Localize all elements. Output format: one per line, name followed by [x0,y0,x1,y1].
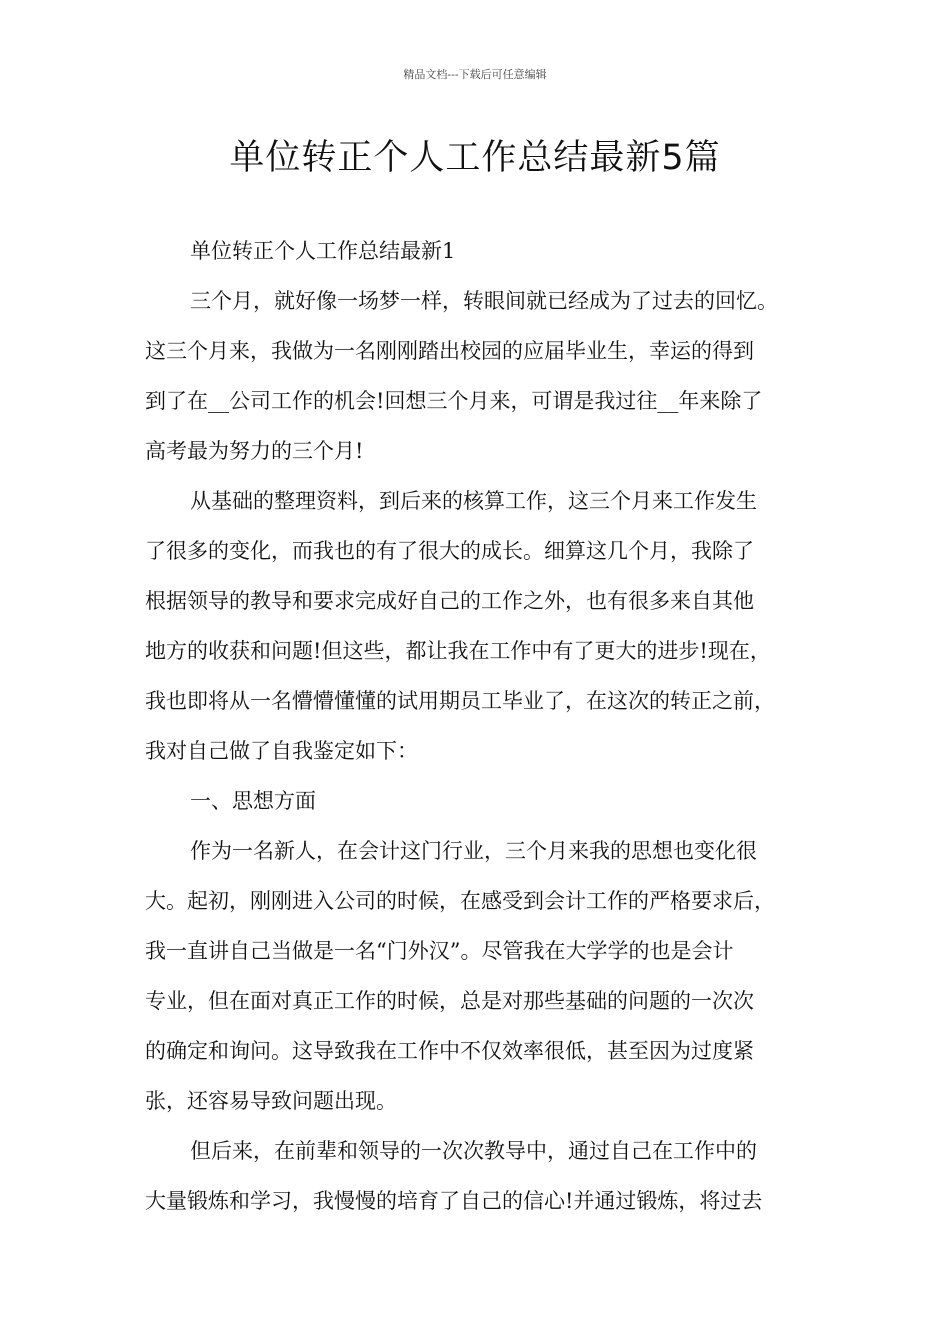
paragraph-line: 作为一名新人，在会计这门行业，三个月来我的思想也变化很 [190,839,757,863]
paragraph-line: 大量锻炼和学习，我慢慢的培育了自己的信心!并通过锻炼，将过去 [145,1189,763,1213]
paragraph-line: 张，还容易导致问题出现。 [145,1089,397,1113]
paragraph-line: 专业，但在面对真正工作的时候，总是对那些基础的问题的一次次 [145,989,754,1013]
header-note: 精品文档---下载后可任意编辑 [403,68,547,81]
paragraph-line: 根据领导的教导和要求完成好自己的工作之外，也有很多来自其他 [145,589,754,613]
paragraph-line: 大。起初，刚刚进入公司的时候，在感受到会计工作的严格要求后， [145,889,775,913]
paragraph-line: 高考最为努力的三个月! [145,439,364,463]
paragraph-line: 三个月，就好像一场梦一样，转眼间就已经成为了过去的回忆。 [190,289,778,313]
paragraph-line: 到了在__公司工作的机会!回想三个月来，可谓是我过往__年来除了 [145,389,763,413]
paragraph-line: 但后来，在前辈和领导的一次次教导中，通过自己在工作中的 [190,1139,757,1163]
section-heading: 单位转正个人工作总结最新1 [190,239,456,263]
paragraph-line: 我对自己做了自我鉴定如下： [145,739,418,763]
paragraph-line: 这三个月来，我做为一名刚刚踏出校园的应届毕业生，幸运的得到 [145,339,754,363]
paragraph-line: 从基础的整理资料，到后来的核算工作，这三个月来工作发生 [190,489,757,513]
document-title: 单位转正个人工作总结最新5篇 [229,138,721,178]
paragraph-line: 地方的收获和问题!但这些，都让我在工作中有了更大的进步!现在， [145,639,771,663]
paragraph-line: 的确定和询问。这导致我在工作中不仅效率很低，甚至因为过度紧 [145,1039,754,1063]
paragraph-line: 我也即将从一名懵懵懂懂的试用期员工毕业了，在这次的转正之前， [145,689,775,713]
paragraph-line: 我一直讲自己当做是一名“门外汉”。尽管我在大学学的也是会计 [145,939,734,963]
subsection-heading: 一、思想方面 [190,789,316,813]
paragraph-line: 了很多的变化，而我也的有了很大的成长。细算这几个月，我除了 [145,539,754,563]
